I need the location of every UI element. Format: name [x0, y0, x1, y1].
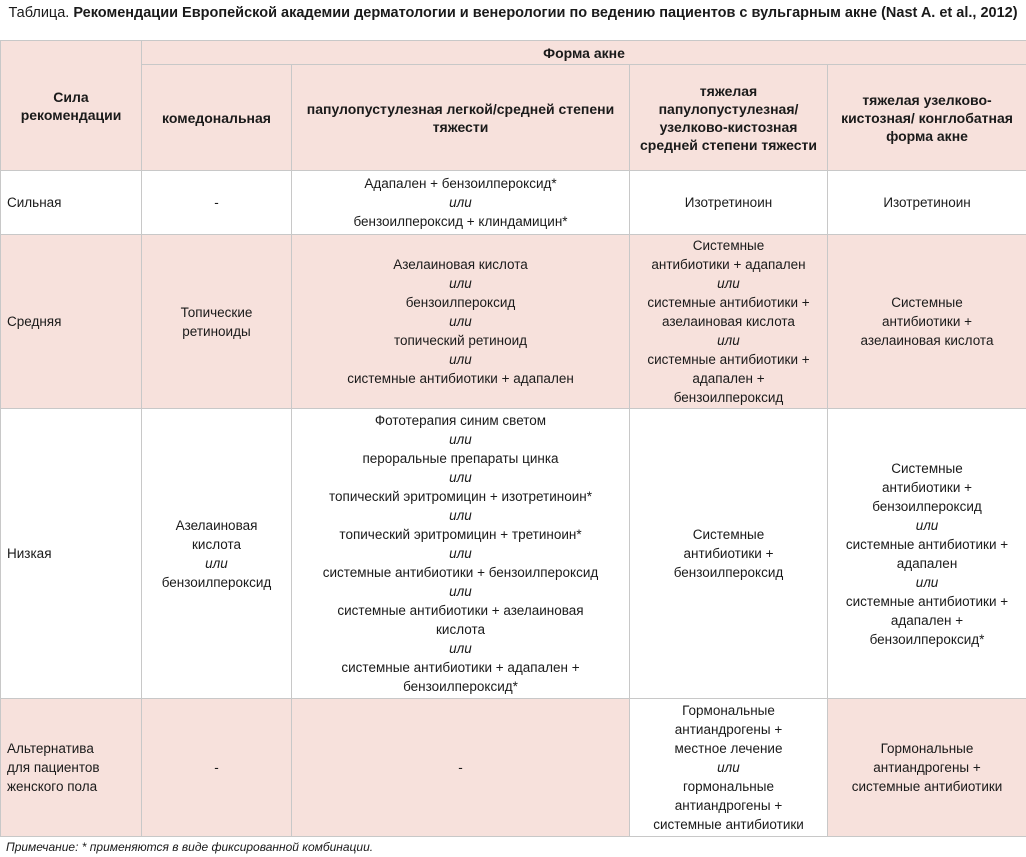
cell-line: женского пола [7, 777, 137, 796]
cell-line: Системные [832, 459, 1022, 478]
cell-line: системные антибиотики + адапален + [296, 658, 625, 677]
or-separator: или [296, 430, 625, 449]
or-separator: или [634, 274, 823, 293]
or-separator: или [146, 554, 287, 573]
cell-line: бензоилпероксид [146, 573, 287, 592]
cell-line: топический эритромицин + изотретиноин* [296, 487, 625, 506]
row-strong [1, 171, 1026, 235]
cell-line: адапален + [832, 611, 1022, 630]
cell-medium-papulopustular [292, 235, 630, 409]
cell-line: ретиноиды [146, 322, 287, 341]
row-label-alternative [1, 699, 142, 837]
or-separator: или [832, 516, 1022, 535]
cell-strong-nodular: Изотретиноин [828, 171, 1026, 235]
or-separator: или [296, 639, 625, 658]
cell-line: адапален [832, 554, 1022, 573]
cell-line: антибиотики + [832, 478, 1022, 497]
cell-line: Системные [634, 525, 823, 544]
cell-low-papulopustular [292, 409, 630, 699]
cell-line: топический ретиноид [296, 331, 625, 350]
cell-low-comedonal [142, 409, 292, 699]
cell-line: кислота [296, 620, 625, 639]
or-separator: или [634, 758, 823, 777]
caption-prefix: Таблица. [8, 5, 73, 21]
cell-line: бензоилпероксид + клиндамицин* [296, 212, 625, 231]
cell-line: системные антибиотики + [634, 293, 823, 312]
cell-line: Азелаиновая кислота [296, 255, 625, 274]
cell-line: системные антибиотики + адапален [296, 369, 625, 388]
cell-line: системные антибиотики + [634, 350, 823, 369]
cell-line: системные антибиотики [634, 815, 823, 834]
cell-line: Адапален + бензоилпероксид* [296, 174, 625, 193]
cell-line: азелаиновая кислота [832, 331, 1022, 350]
cell-line: системные антибиотики + бензоилпероксид [296, 563, 625, 582]
cell-line: антибиотики + [634, 544, 823, 563]
cell-line: азелаиновая кислота [634, 312, 823, 331]
cell-line: Азелаиновая [146, 516, 287, 535]
footnote-text: * применяются в виде фиксированной комбинации. [78, 840, 373, 854]
cell-line: антибиотики + адапален [634, 255, 823, 274]
header-severe-nodular: тяжелая узелково-кистозная/ конглобатная форма акне [828, 65, 1026, 171]
or-separator: или [296, 468, 625, 487]
cell-line: пероральные препараты цинка [296, 449, 625, 468]
header-row-group [1, 41, 1026, 65]
cell-line: бензоилпероксид [634, 563, 823, 582]
cell-line: для пациентов [7, 758, 137, 777]
cell-line: системные антибиотики + [832, 592, 1022, 611]
table-caption [0, 0, 1026, 40]
or-separator: или [296, 506, 625, 525]
cell-line: местное лечение [634, 739, 823, 758]
cell-medium-comedonal [142, 235, 292, 409]
header-row-columns [1, 65, 1026, 171]
or-separator: или [832, 573, 1022, 592]
cell-low-nodular [828, 409, 1026, 699]
header-papulopustular-mild: папулопустулезная легкой/средней степени тяжести [292, 65, 630, 171]
or-separator: или [296, 312, 625, 331]
row-label-low: Низкая [1, 409, 142, 699]
row-medium [1, 235, 1026, 409]
or-separator: или [296, 193, 625, 212]
cell-line: антибиотики + [832, 312, 1022, 331]
or-separator: или [634, 331, 823, 350]
cell-line: гормональные [634, 777, 823, 796]
cell-alt-comedonal: - [142, 699, 292, 837]
cell-line: адапален + [634, 369, 823, 388]
cell-alt-severe [630, 699, 828, 837]
cell-line: системные антибиотики + [832, 535, 1022, 554]
or-separator: или [296, 350, 625, 369]
cell-line: бензоилпероксид [296, 293, 625, 312]
row-alternative [1, 699, 1026, 837]
cell-line: бензоилпероксид* [832, 630, 1022, 649]
cell-low-severe [630, 409, 828, 699]
cell-line: Гормональные [832, 739, 1022, 758]
cell-line: Топические [146, 303, 287, 322]
cell-alt-papulopustular: - [292, 699, 630, 837]
cell-line: антиандрогены + [832, 758, 1022, 777]
cell-line: бензоилпероксид* [296, 677, 625, 696]
footnote [0, 837, 1026, 857]
row-label-strong: Сильная [1, 171, 142, 235]
header-comedonal: комедональная [142, 65, 292, 171]
cell-medium-severe [630, 235, 828, 409]
or-separator: или [296, 544, 625, 563]
footnote-label: Примечание: [6, 840, 78, 854]
cell-alt-nodular [828, 699, 1026, 837]
cell-line: Фототерапия синим светом [296, 411, 625, 430]
cell-strong-comedonal: - [142, 171, 292, 235]
cell-line: антиандрогены + [634, 720, 823, 739]
header-strength: Сила рекомендации [1, 41, 142, 171]
cell-line: топический эритромицин + третиноин* [296, 525, 625, 544]
cell-line: Системные [832, 293, 1022, 312]
cell-line: антиандрогены + [634, 796, 823, 815]
cell-strong-severe: Изотретиноин [630, 171, 828, 235]
row-low [1, 409, 1026, 699]
cell-medium-nodular [828, 235, 1026, 409]
recommendations-table [0, 40, 1026, 837]
cell-line: системные антибиотики + азелаиновая [296, 601, 625, 620]
cell-line: бензоилпероксид [832, 497, 1022, 516]
caption-title: Рекомендации Европейской академии дерматологии и венерологии по ведению пациентов с вульгарным акне (Nast A. et al., 2012) [73, 5, 1017, 21]
cell-line: Системные [634, 236, 823, 255]
header-acne-form: Форма акне [142, 41, 1026, 65]
cell-line: Гормональные [634, 701, 823, 720]
cell-line: кислота [146, 535, 287, 554]
cell-line: Альтернатива [7, 739, 137, 758]
or-separator: или [296, 274, 625, 293]
header-severe-papulopustular: тяжелая папулопустулезная/ узелково-кистозная средней степени тяжести [630, 65, 828, 171]
or-separator: или [296, 582, 625, 601]
cell-line: бензоилпероксид [634, 388, 823, 407]
cell-line: системные антибиотики [832, 777, 1022, 796]
cell-strong-papulopustular [292, 171, 630, 235]
row-label-medium: Средняя [1, 235, 142, 409]
